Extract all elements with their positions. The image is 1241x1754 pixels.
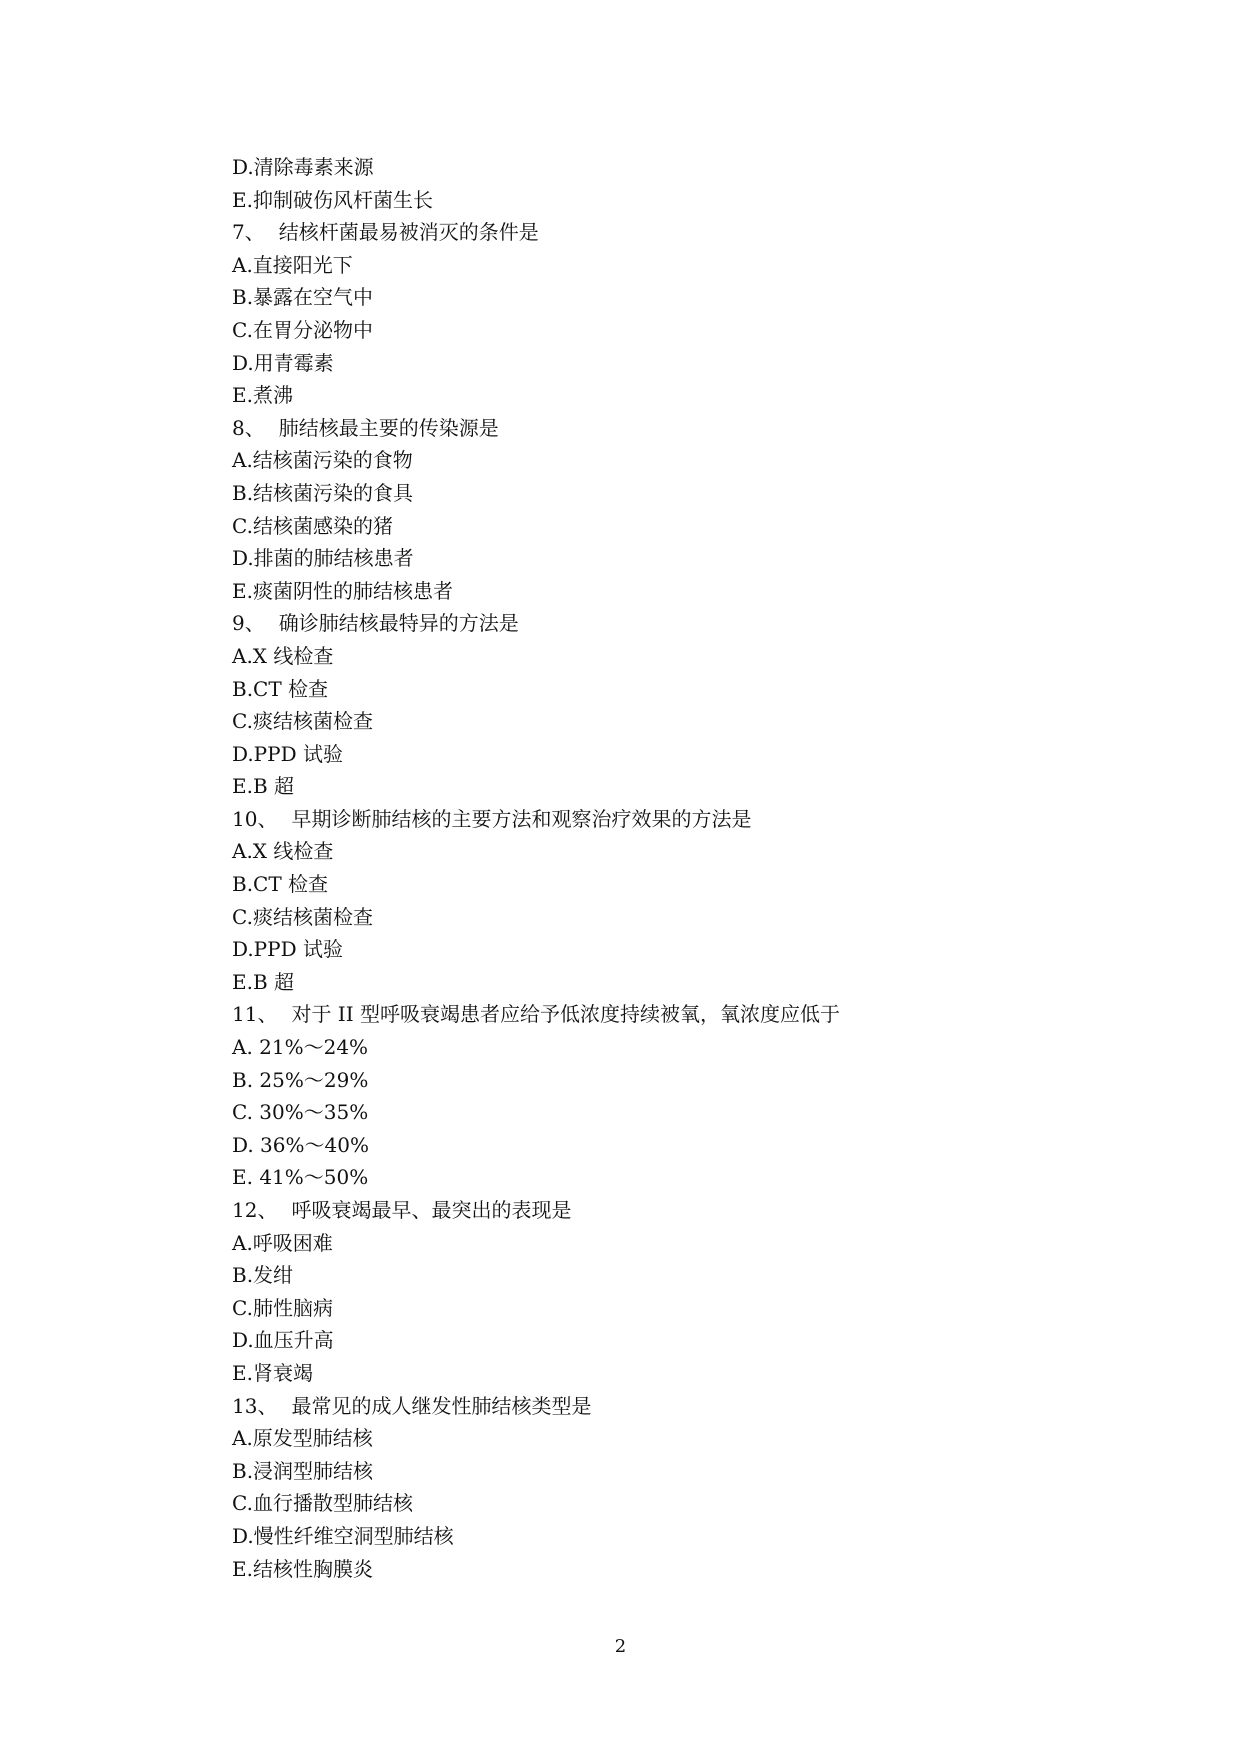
question-text: 早期诊断肺结核的主要方法和观察治疗效果的方法是 (291, 806, 752, 831)
option-line: C.肺性脑病 (232, 1295, 333, 1320)
question-text: 对于 II 型呼吸衰竭患者应给予低浓度持续被氧，氧浓度应低于 (291, 1002, 840, 1027)
option-line: A.X 线检查 (232, 643, 334, 668)
option-line: E.痰菌阴性的肺结核患者 (232, 578, 453, 603)
option-line: D.慢性纤维空洞型肺结核 (232, 1523, 454, 1548)
option-line: A.直接阳光下 (232, 252, 353, 277)
option-line: A.X 线检查 (232, 839, 334, 864)
question-number: 9、 (232, 611, 265, 636)
option-line: A.呼吸困难 (232, 1230, 333, 1255)
question-number: 12、 (232, 1198, 278, 1222)
option-line: E.煮沸 (232, 383, 293, 408)
question-line (232, 216, 1132, 249)
option-line: E.抑制破伤风杆菌生长 (232, 187, 433, 212)
question-number: 7、 (232, 220, 265, 245)
option-line: E.B 超 (232, 969, 295, 994)
option-line: C. 30%～35% (232, 1100, 369, 1125)
option-line: B.CT 检查 (232, 872, 329, 897)
option-line: C.结核菌感染的猪 (232, 513, 393, 538)
question-line (232, 1194, 1132, 1227)
question-line (232, 803, 1132, 836)
option-line: D.排菌的肺结核患者 (232, 546, 414, 571)
option-line: D.清除毒素来源 (232, 155, 374, 179)
question-number: 11、 (232, 1002, 278, 1027)
option-line: B.暴露在空气中 (232, 285, 374, 310)
option-line: E.B 超 (232, 774, 295, 799)
option-line: D.PPD 试验 (232, 937, 343, 962)
option-line: B.结核菌污染的食具 (232, 480, 414, 505)
option-line: A.原发型肺结核 (232, 1426, 373, 1451)
option-line: A. 21%～24% (232, 1035, 369, 1060)
question-text: 确诊肺结核最特异的方法是 (278, 611, 519, 636)
option-line: D.PPD 试验 (232, 741, 343, 766)
option-line: E.肾衰竭 (232, 1360, 313, 1385)
option-line: B.CT 检查 (232, 676, 329, 701)
question-line (232, 412, 1132, 445)
option-line: C.在胃分泌物中 (232, 317, 373, 342)
option-line: A.结核菌污染的食物 (232, 448, 413, 473)
option-line: C.痰结核菌检查 (232, 709, 373, 734)
option-line: D.血压升高 (232, 1328, 334, 1353)
question-number: 8、 (232, 415, 265, 440)
question-line (232, 1390, 1132, 1423)
document-body (232, 151, 1132, 1585)
question-line (232, 998, 1132, 1031)
question-number: 10、 (232, 806, 278, 831)
option-line: D. 36%～40% (232, 1132, 369, 1157)
option-line: B.浸润型肺结核 (232, 1458, 374, 1483)
option-line: E.结核性胸膜炎 (232, 1556, 373, 1581)
question-text: 肺结核最主要的传染源是 (278, 415, 499, 440)
option-line: E. 41%～50% (232, 1165, 369, 1190)
question-text: 最常见的成人继发性肺结核类型是 (291, 1393, 592, 1418)
question-line (232, 607, 1132, 640)
option-line: B.发绀 (232, 1263, 294, 1288)
question-text: 结核杆菌最易被消灭的条件是 (278, 220, 539, 245)
option-line: B. 25%～29% (232, 1067, 369, 1092)
question-text: 呼吸衰竭最早、最突出的表现是 (291, 1198, 572, 1222)
option-line: C.痰结核菌检查 (232, 904, 373, 929)
question-number: 13、 (232, 1393, 278, 1418)
page-number: 2 (614, 1636, 627, 1657)
option-line: D.用青霉素 (232, 350, 334, 375)
option-line: C.血行播散型肺结核 (232, 1491, 413, 1516)
